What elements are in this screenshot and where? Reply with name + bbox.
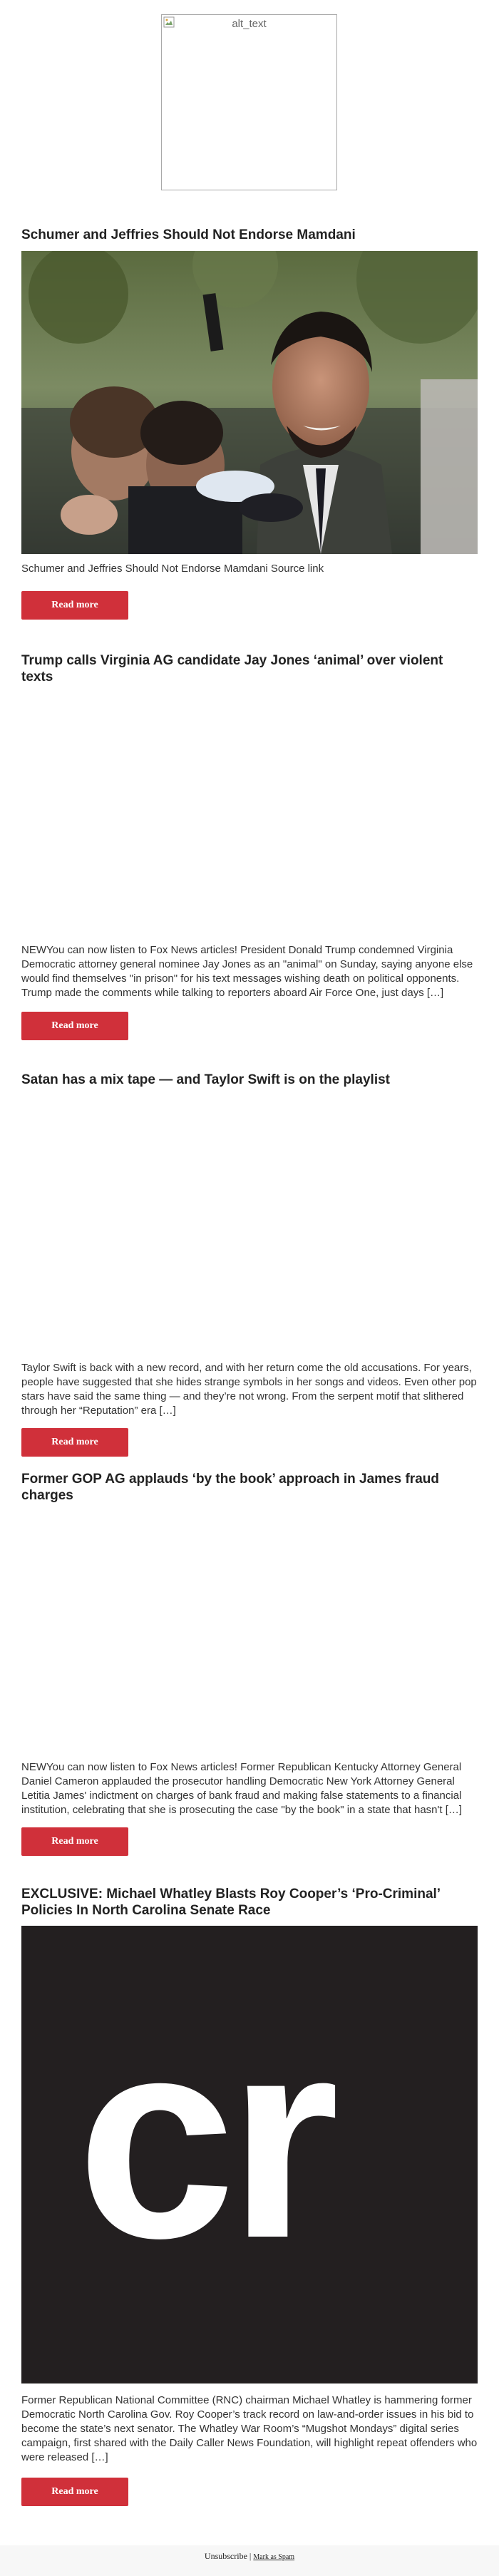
- article-excerpt: NEWYou can now listen to Fox News articles! President Donald Trump condemned Virginia Democratic attorney general nominee Jay Jones as an "animal" on Sunday, saying anyone else would find themselves "in prison" for his text messages wishing death on political opponents. Trump made the comments while talking to reporters aboard Air Force One, just days […]: [21, 944, 473, 999]
- read-more-button[interactable]: Read more: [21, 2478, 128, 2506]
- article-title[interactable]: EXCLUSIVE: Michael Whatley Blasts Roy Cooper’s ‘Pro-Criminal’ Policies In North Carolina Senate Race: [21, 1887, 441, 1918]
- article-image[interactable]: [21, 1926, 478, 2383]
- article-photo: [21, 251, 478, 554]
- article-title[interactable]: Former GOP AG applauds ‘by the book’ approach in James fraud charges: [21, 1472, 439, 1503]
- mark-as-spam-link[interactable]: Mark as Spam: [253, 2553, 295, 2561]
- article-image-blank[interactable]: [21, 1495, 478, 1752]
- footer: [0, 2545, 499, 2576]
- read-more-button[interactable]: Read more: [21, 1012, 128, 1040]
- read-more-button[interactable]: Read more: [21, 1827, 128, 1856]
- read-more-button[interactable]: Read more: [21, 591, 128, 620]
- logo-alt-text: alt_text: [232, 18, 267, 30]
- read-more-button[interactable]: Read more: [21, 1428, 128, 1457]
- article-title[interactable]: Satan has a mix tape — and Taylor Swift is on the playlist: [21, 1072, 390, 1087]
- article-title[interactable]: Schumer and Jeffries Should Not Endorse Mamdani: [21, 227, 356, 242]
- article-1: [21, 227, 478, 610]
- article-2: [21, 652, 478, 1031]
- footer-separator: |: [249, 2551, 252, 2561]
- article-excerpt: Schumer and Jeffries Should Not Endorse Mamdani Source link: [21, 563, 324, 575]
- cr-logo-text: cr: [77, 1979, 333, 2297]
- article-title[interactable]: Trump calls Virginia AG candidate Jay Jones ‘animal’ over violent texts: [21, 653, 443, 684]
- article-image[interactable]: [21, 251, 478, 554]
- header-logo-image: [161, 14, 337, 190]
- article-5: [21, 1886, 478, 2497]
- article-excerpt: Former Republican National Committee (RNC) chairman Michael Whatley is hammering former Democratic North Carolina Gov. Roy Cooper’s track record on law-and-order issues in his bid to become the state’s next senator. The Whatley War Room’s “Mugshot Mondays” digital series campaign, first shared with the Daily Caller News Foundation, will highlight repeat offenders who were released […]: [21, 2394, 478, 2463]
- article-3: [21, 1072, 478, 1447]
- article-4: [21, 1471, 478, 1847]
- article-image-blank[interactable]: [21, 1096, 478, 1353]
- article-excerpt: NEWYou can now listen to Fox News articles! Former Republican Kentucky Attorney General Daniel Cameron applauded the prosecutor handling Democratic New York Attorney General Letitia James' indictment on charges of bank fraud and making false statements to a financial institution, celebrating that she is prosecuting the case "by the book" in a state that hasn't […]: [21, 1761, 463, 1816]
- unsubscribe-link[interactable]: Unsubscribe: [204, 2551, 247, 2561]
- article-image-blank[interactable]: [21, 677, 478, 933]
- article-excerpt: Taylor Swift is back with a new record, and with her return come the old accusations. For years, people have suggested that she hides strange symbols in her songs and videos. Even other pop stars have said the same thing — and they’re not wrong. From the serpent motif that slithered through her “Reputation” era […]: [21, 1362, 477, 1417]
